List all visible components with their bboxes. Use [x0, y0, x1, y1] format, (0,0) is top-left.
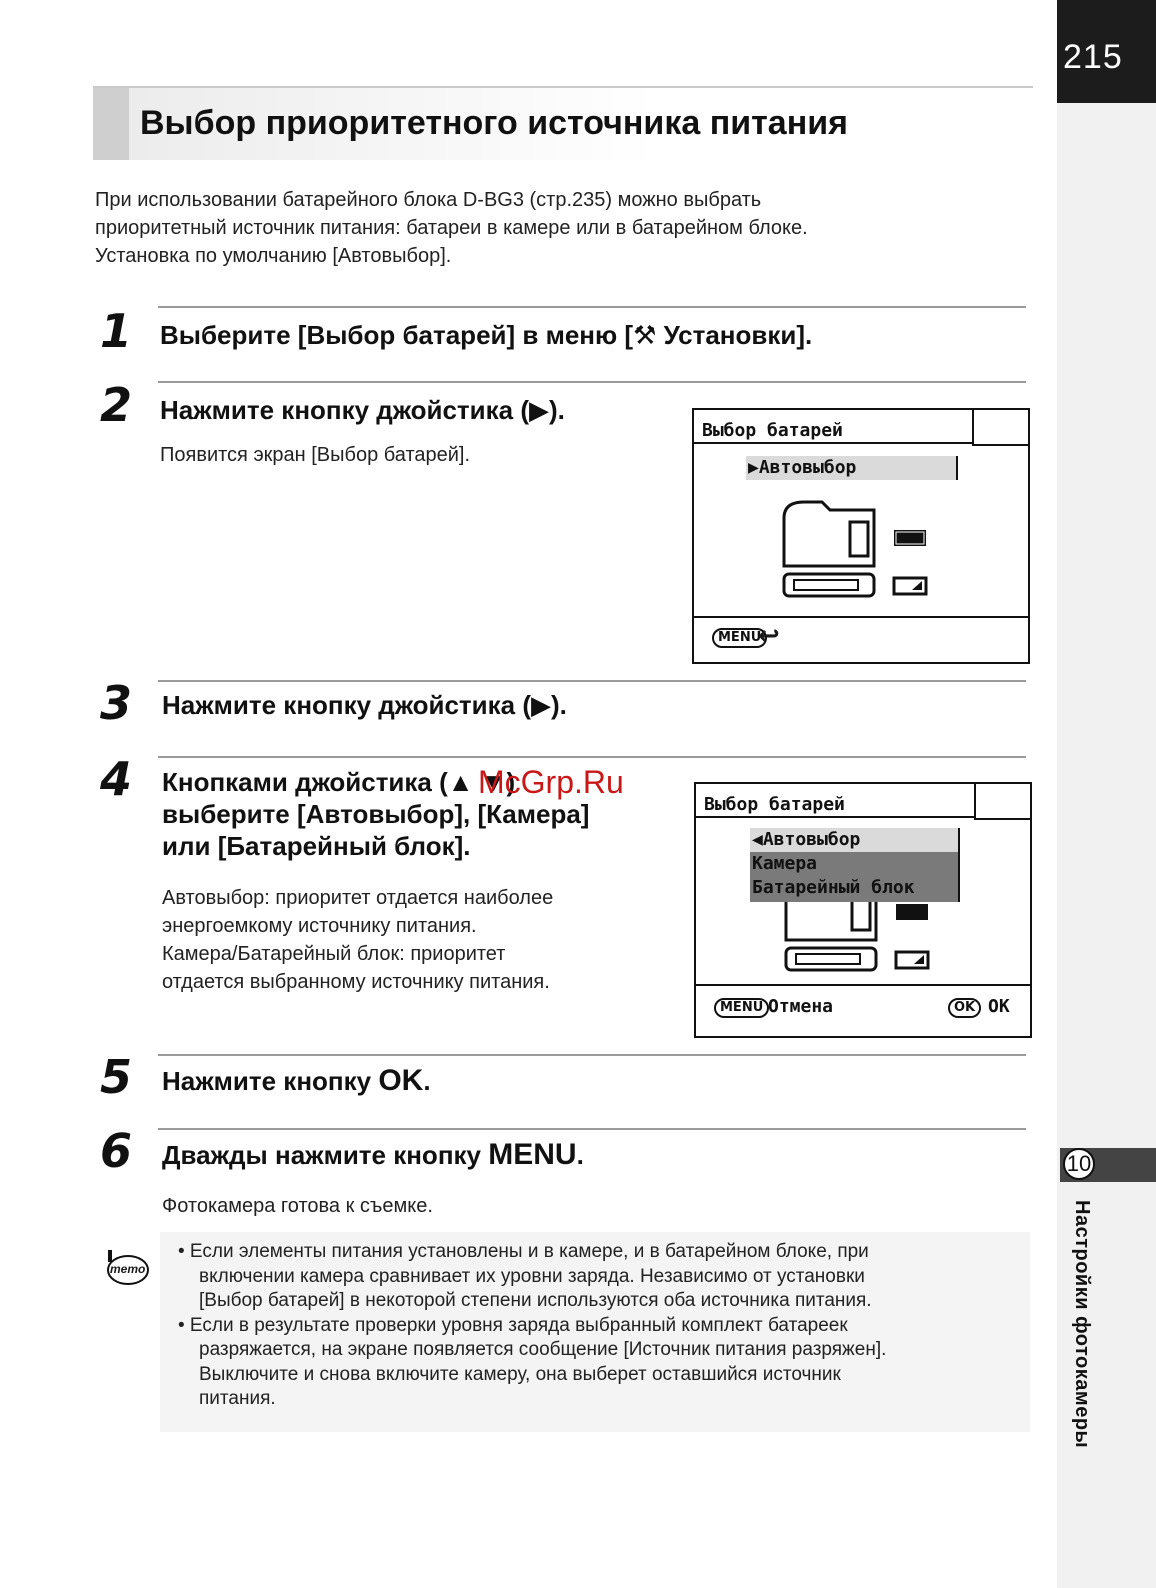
step-number: 1: [100, 304, 133, 358]
step-divider: [158, 680, 1026, 682]
option-battery-grip[interactable]: Батарейный блок: [752, 877, 915, 898]
step-1-text: Выберите [Выбор батарей] в меню [⚒ Установки].: [160, 320, 813, 350]
step-6-suffix: .: [576, 1140, 584, 1170]
step-4-line: Кнопками джойстика (▲ ▼): [162, 767, 516, 797]
screen-footer-rule: [696, 984, 1030, 986]
option-list: [750, 828, 960, 902]
memo-text: [178, 1240, 1038, 1412]
camera-screen-2: [694, 782, 1032, 1038]
memo-line: включении камера сравнивает их уровни заряда. Независимо от установки: [199, 1265, 865, 1287]
camera-screen-1: [692, 408, 1030, 664]
step-6-note: Фотокамера готова к съемке.: [162, 1195, 433, 1217]
chapter-number: 10: [1063, 1148, 1095, 1180]
step-4-note-line: Автовыбор: приоритет отдается наиболее: [162, 887, 554, 909]
step-number: 3: [100, 676, 133, 730]
page-number: 215: [1063, 38, 1123, 76]
screen-title: Выбор батарей: [702, 420, 843, 441]
memo-line: • Если в результате проверки уровня заряда выбранный комплект батареек: [178, 1314, 848, 1336]
camera-battery-icon: [782, 498, 942, 608]
step-4-note: [162, 884, 553, 996]
memo-icon-label: memo: [110, 1262, 146, 1276]
step-5-text: [162, 1064, 431, 1098]
step-divider: [158, 756, 1026, 758]
menu-key: MENU: [488, 1138, 577, 1171]
watermark: McGrp.Ru: [478, 764, 624, 800]
step-2-text: Нажмите кнопку джойстика (▶).: [160, 395, 565, 425]
step-4-note-line: Камера/Батарейный блок: приоритет: [162, 943, 506, 965]
step-6-text: [162, 1138, 584, 1172]
screen-title: Выбор батарей: [704, 794, 845, 815]
memo-line: • Если элементы питания установлены и в камере, и в батарейном блоке, при: [178, 1241, 869, 1262]
step-divider: [158, 1054, 1026, 1056]
step-4-line: выберите [Автовыбор], [Камера]: [162, 799, 590, 829]
ok-label[interactable]: OK: [988, 996, 1010, 1017]
step-number: 4: [100, 752, 133, 806]
screen-tab-line: [972, 444, 1028, 446]
intro-line: приоритетный источник питания: батареи в камере или в батарейном блоке.: [95, 217, 808, 239]
ok-key: OK: [378, 1064, 424, 1097]
ok-button-label: OK: [948, 998, 981, 1018]
step-4-line: или [Батарейный блок].: [162, 831, 471, 861]
step-divider: [158, 1128, 1026, 1130]
page-title: Выбор приоритетного источника питания: [140, 104, 848, 142]
step-number: 5: [100, 1050, 133, 1104]
step-4-note-line: энергоемкому источнику питания.: [162, 915, 477, 937]
memo-line: разряжается, на экране появляется сообщение [Источник питания разряжен].: [199, 1339, 887, 1360]
step-3-text: Нажмите кнопку джойстика (▶).: [162, 690, 567, 720]
menu-button-label: MENU: [714, 998, 769, 1018]
screen-tab-line: [974, 818, 1030, 820]
step-5-prefix: Нажмите кнопку: [162, 1066, 379, 1096]
menu-button-label: MENU: [712, 628, 767, 648]
selected-option[interactable]: ▶Автовыбор: [746, 456, 958, 480]
step-number: 2: [100, 378, 133, 432]
step-number: 6: [100, 1124, 133, 1178]
intro-paragraph: [95, 186, 1045, 270]
memo-line: Выключите и снова включите камеру, она выберет оставшийся источник: [199, 1363, 841, 1385]
intro-line: При использовании батарейного блока D-BG3 (стр.235) можно выбрать: [95, 189, 762, 211]
option-auto[interactable]: ◀Автовыбор: [750, 828, 960, 852]
chapter-title: Настройки фотокамеры: [1071, 1200, 1093, 1449]
option-dropdown: [750, 852, 960, 902]
screen-footer-rule: [694, 616, 1028, 618]
memo-line: питания.: [199, 1388, 276, 1409]
step-2-note: Появится экран [Выбор батарей].: [160, 444, 471, 466]
option-camera[interactable]: Камера: [752, 853, 818, 874]
step-6-prefix: Дважды нажмите кнопку: [162, 1140, 489, 1170]
back-icon: ↩: [758, 620, 780, 650]
memo-icon: [102, 1248, 150, 1288]
step-divider: [158, 381, 1026, 383]
step-4-note-line: отдается выбранному источнику питания.: [162, 971, 550, 993]
memo-line: [Выбор батарей] в некоторой степени используются оба источника питания.: [199, 1290, 872, 1311]
step-5-suffix: .: [423, 1066, 431, 1096]
cancel-label[interactable]: Отмена: [768, 996, 834, 1017]
step-divider: [158, 306, 1026, 308]
intro-line: Установка по умолчанию [Автовыбор].: [95, 245, 452, 267]
